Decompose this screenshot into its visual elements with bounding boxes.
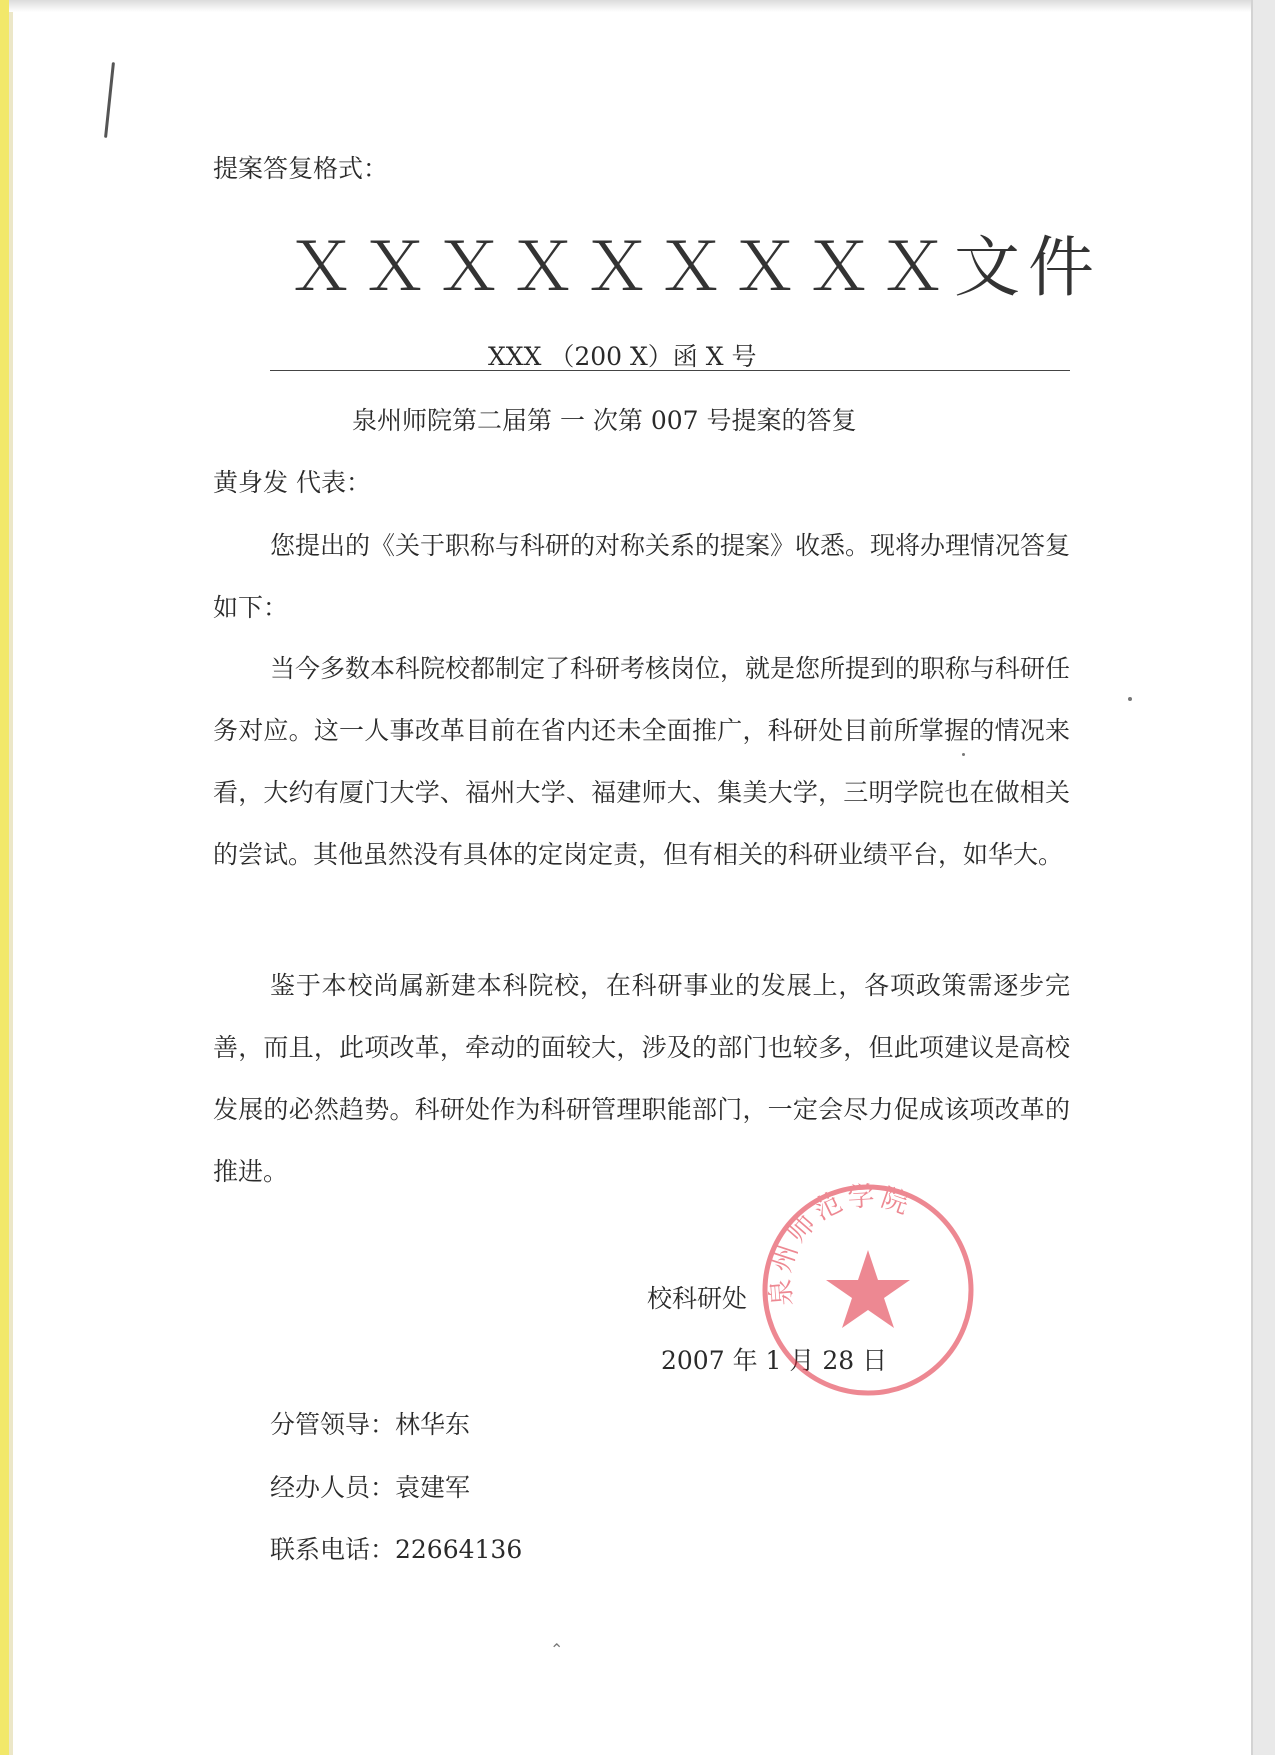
reply-subject: 泉州师院第二届第 一 次第 007 号提案的答复 <box>352 406 857 435</box>
body-paragraph: 鉴于本校尚属新建本科院校，在科研事业的发展上，各项政策需逐步完善，而且，此项改革，牵动的面较大，涉及的部门也较多，但此项建议是高校发展的必然趋势。科研处作为科研管理职能部门，一定会尽力促成该项改革的推进。 <box>213 971 1070 1186</box>
pen-stroke-mark <box>104 62 115 138</box>
footer-phone: 联系电话：22664136 <box>270 1535 523 1564</box>
document-number: XXX （200 X）函 X 号 <box>488 342 757 371</box>
scan-caret-mark: ⌃ <box>550 1640 564 1659</box>
scan-right-edge <box>1251 0 1275 1755</box>
footer-leader: 分管领导：林华东 <box>270 1410 471 1439</box>
scan-left-shadow <box>9 0 13 1755</box>
format-header-label: 提案答复格式： <box>213 154 389 183</box>
document-title: ＸＸＸＸＸＸＸＸＸ文件 <box>288 229 1102 306</box>
signing-office: 校科研处 <box>647 1284 748 1313</box>
title-divider-rule <box>270 370 1070 371</box>
scan-left-edge <box>0 0 9 1755</box>
footer-handler: 经办人员：袁建军 <box>270 1473 471 1502</box>
seal-lettering: 泉州师范学院 <box>765 1180 917 1308</box>
body-paragraph: 当今多数本科院校都制定了科研考核岗位，就是您所提到的职称与科研任务对应。这一人事改革目前在省内还未全面推广，科研处目前所掌握的情况来看，大约有厦门大学、福州大学、福建师大、集美大学，三明学院也在做相关的尝试。其他虽然没有具体的定岗定责，但有相关的科研业绩平台，如华大。 <box>213 654 1071 869</box>
scan-speck <box>1128 697 1132 701</box>
salutation: 黄身发 代表： <box>213 468 371 497</box>
body-paragraph: 您提出的《关于职称与科研的对称关系的提案》收悉。现将办理情况答复如下： <box>213 531 1071 622</box>
scan-top-edge <box>9 0 1253 12</box>
signing-date: 2007 年 1 月 28 日 <box>661 1346 888 1375</box>
